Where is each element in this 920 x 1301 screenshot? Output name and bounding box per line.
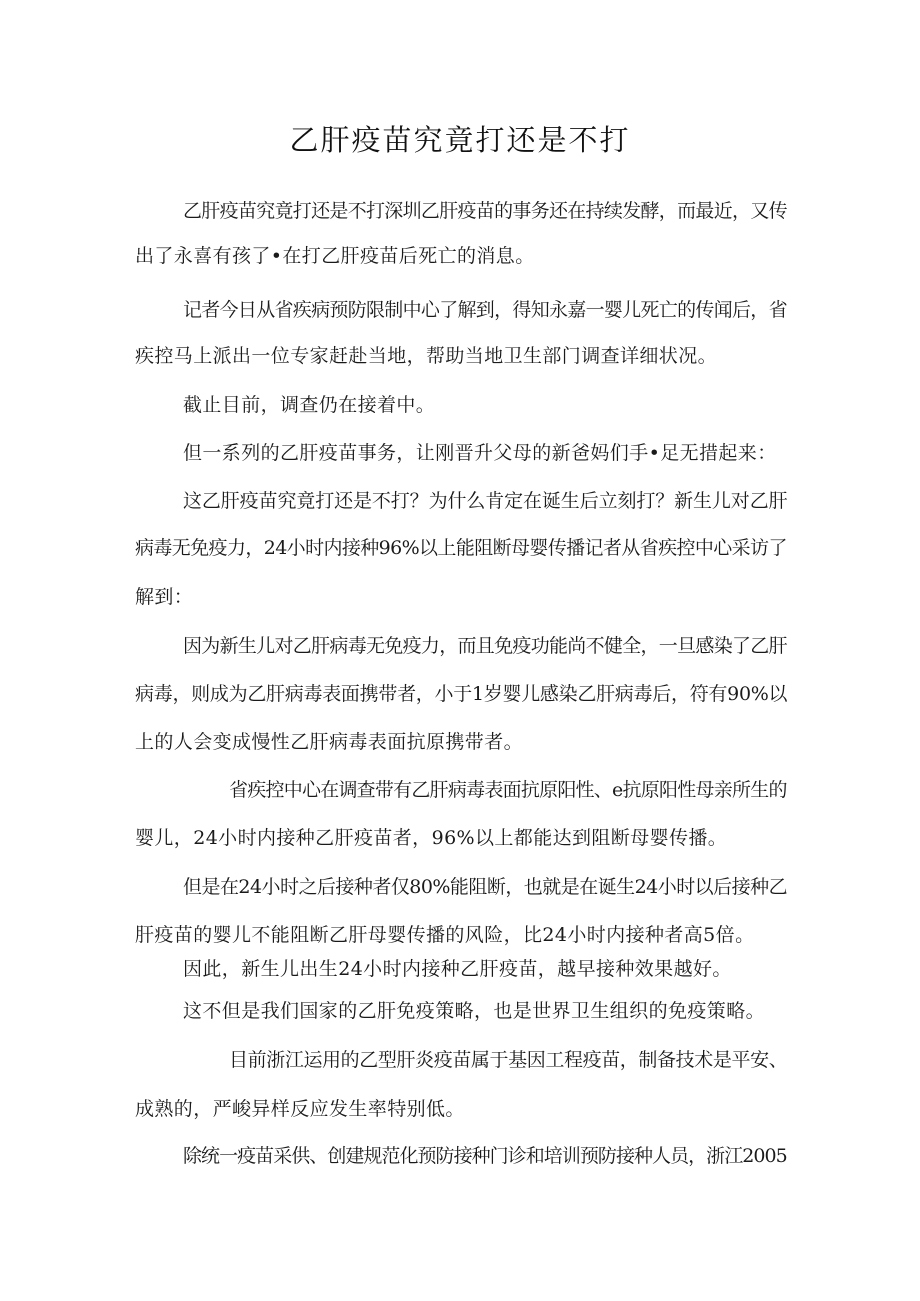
paragraph-line: 病毒无免疫力，24小时内接种96%以上能阻断母婴传播记者从省疾控中心采访了 <box>135 537 787 559</box>
paragraph-line: 肝疫苗的婴儿不能阻断乙肝母婴传播的风险，比24小时内接种者高5倍。 <box>135 924 755 946</box>
paragraph-line: 乙肝疫苗究竟打还是不打深圳乙肝疫苗的事务还在持续发酵，而最近，又传 <box>183 200 787 222</box>
paragraph-line: 记者今日从省疾病预防限制中心了解到，得知永嘉一婴儿死亡的传闻后，省 <box>183 299 787 321</box>
paragraph-line: 这不但是我们国家的乙肝免疫策略，也是世界卫生组织的免疫策略。 <box>183 1000 766 1022</box>
paragraph-line: 上的人会变成慢性乙肝病毒表面抗原携带者。 <box>135 731 524 753</box>
paragraph-line: 解到： <box>135 586 194 608</box>
document-title: 乙肝疫苗究竟打还是不打 <box>289 123 631 157</box>
paragraph-line: 除统一疫苗采供、创建规范化预防接种门诊和培训预防接种人员，浙江2005 <box>183 1145 787 1167</box>
paragraph-line: 出了永喜有孩了•在打乙肝疫苗后死亡的消息。 <box>135 245 535 267</box>
paragraph-line: 目前浙江运用的乙型肝炎疫苗属于基因工程疫苗，制备技术是平安、 <box>229 1049 788 1071</box>
paragraph-line: 截止目前，调查仍在接着中。 <box>183 394 436 416</box>
paragraph-line: 因为新生儿对乙肝病毒无免疫力，而且免疫功能尚不健全，一旦感染了乙肝 <box>183 635 787 657</box>
paragraph-line: 省疾控中心在调查带有乙肝病毒表面抗原阳性、e抗原阳性母亲所生的 <box>229 779 787 801</box>
paragraph-line: 但是在24小时之后接种者仅80%能阻断，也就是在诞生24小时以后接种乙 <box>183 876 788 898</box>
paragraph-line: 病毒，则成为乙肝病毒表面携带者，小于1岁婴儿感染乙肝病毒后，符有90%以 <box>135 683 788 705</box>
paragraph-line: 因此，新生儿出生24小时内接种乙肝疫苗，越早接种效果越好。 <box>183 958 732 980</box>
paragraph-line: 婴儿，24小时内接种乙肝疫苗者，96%以上都能达到阻断母婴传播。 <box>135 827 728 849</box>
paragraph-line: 这乙肝疫苗究竟打还是不打？为什么肯定在诞生后立刻打？新生儿对乙肝 <box>183 490 788 512</box>
paragraph-line: 成熟的，严峻异样反应发生率特别低。 <box>135 1098 465 1120</box>
paragraph-line: 疾控马上派出一位专家赶赴当地，帮助当地卫生部门调查详细状况。 <box>135 345 718 367</box>
paragraph-line: 但一系列的乙肝疫苗事务，让刚晋升父母的新爸妈们手•足无措起来： <box>183 442 777 464</box>
